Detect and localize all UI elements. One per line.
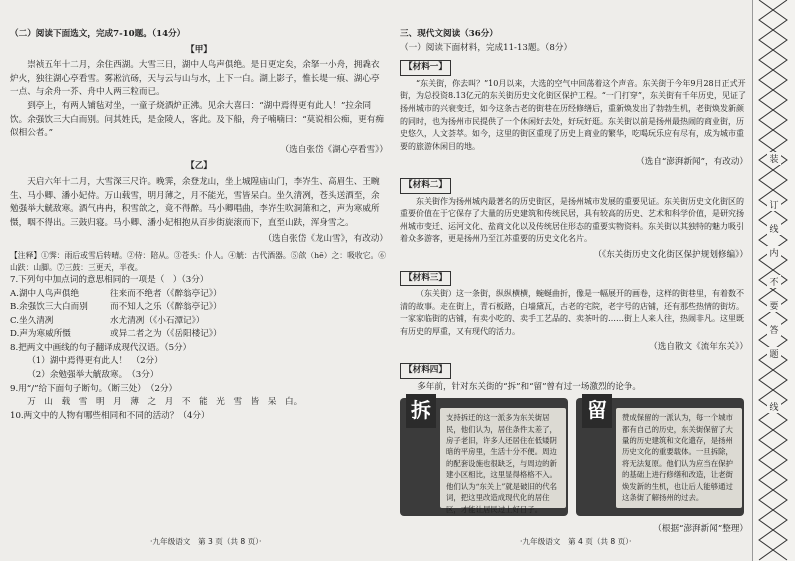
- liu-badge: 留: [582, 394, 612, 428]
- liu-panel: [576, 398, 744, 516]
- q7-options: [10, 288, 388, 342]
- binding-char: 线: [767, 222, 781, 235]
- liu-text: 赞成保留的一派认为，每一个城市都有自己的历史，东关街保留了大量的历史建筑和文化遗存，是扬州历史文化的重要载体。一旦拆除，将无法复原。他们认为应当在保护的基础上进行修缮和改造，让老街焕发新的生机，也让后人能够通过这条街了解扬州的过去。: [616, 408, 742, 508]
- passage-jia-source: （选自张岱《湖心亭看雪》）: [280, 144, 388, 155]
- material-4-label: 【材料四】: [400, 363, 451, 379]
- option-row: [10, 328, 388, 342]
- binding-strip: [752, 0, 795, 561]
- binding-char: 答: [767, 323, 781, 336]
- option-row: [10, 288, 388, 302]
- option-row: [10, 315, 388, 329]
- section-title: （二）阅读下面选文，完成7-10题。（14分）: [10, 29, 186, 39]
- option-b-compare: 而不知人之乐（《醉翁亭记》）: [110, 302, 222, 313]
- question-8: 8.把两文中画线的句子翻译成现代汉语。（5分）: [10, 342, 192, 353]
- binding-char: 不: [767, 275, 781, 288]
- chai-text: 支持拆迁的这一派多为东关街居民，他们认为，居住条件太差了，房子老旧，许多人还居住在低矮阴暗的平房里，生活十分不便。周边的配套设施也很缺乏，与周边的新建小区相比，这里显得格格不入。他们认为“东关上”就是破旧的代名词，把这里改造成现代化的居住区，才能让居民过上好日子。: [440, 408, 566, 508]
- binding-char: 题: [767, 347, 781, 360]
- material-2-text: 东关街作为扬州城内最著名的历史街区，是扬州城市发展的重要见证。东关街历史文化街区的重要价值在于它保存了大量的历史建筑和传统民居，具有较高的历史、艺术和科学价值，是研究扬州城市变迁、运河文化、盐商文化以及传统居住形态的重要实物资料。东关街以其独特的魅力吸引着众多游客，更是扬州乃至江苏重要的历史文化名片。: [400, 196, 744, 244]
- section-title: 三、现代文阅读（36分）: [400, 29, 498, 39]
- material-3-source: （选自散文《流年东关》）: [649, 342, 748, 353]
- binding-char: 要: [767, 299, 781, 312]
- sub-title: （一）阅读下面材料，完成11-13题。（8分）: [400, 42, 573, 53]
- material-2-label: 【材料二】: [400, 178, 451, 194]
- option-c: C.坐久清冽: [10, 315, 54, 326]
- passage-jia-paragraph: 到亭上，有两人铺毡对坐，一童子烧酒炉正沸。见余大喜曰：“湖中焉得更有此人！”拉余同饮。余强饮三大白而别。问其姓氏，是金陵人，客此。及下船，舟子喃喃曰：“莫说相公痴，更有痴似相公者。”: [10, 100, 384, 139]
- material-3-text: （东关街）这一条街，纵纵横横，蜿蜒曲折，像是一幅展开的画卷，这样的街巷里，有着数不清的故事。走在街上，青石板路，白墙黛瓦，古老的宅院，老字号的店铺，还有那些热情的街坊。一家家临街的店铺，有卖小吃的、卖手工艺品的、卖茶叶的……街上人来人往，热闹非凡。这里既有历史的厚重，又有现代的活力。: [400, 289, 744, 336]
- chai-panel: [400, 398, 568, 516]
- material-1-source: （选自“澎湃新闻”，有改动）: [636, 157, 748, 168]
- option-a: A.湖中人鸟声俱绝: [10, 288, 80, 299]
- question-9-text: 万 山 载 雪 明 月 薄 之 月 不 能 光 雪 皆 呆 白。: [27, 397, 303, 408]
- question-10: 10.两文中的人物有哪些相同和不同的活动？（4分）: [10, 410, 210, 421]
- material-2-source: （《东关街历史文化街区保护规划修编》）: [593, 249, 748, 260]
- binding-char: 线: [767, 400, 781, 413]
- option-b: B.余强饮三大白而别: [10, 302, 88, 313]
- question-7: 7.下列句中加点词的意思相同的一项是（ ）（3分）: [10, 274, 209, 285]
- binding-char: 订: [767, 198, 781, 211]
- material-1-text: “东关街，你去叫？”10月以来，大选的空气中回荡着这个声音。东关街于今年9月28日正式开街，为总投资8.13亿元的东关街历史文化街区保护工程。“一门打穿”，东关街有千年历史，见证了扬州城市的兴衰变迁，如今这条古老的街巷在历经修缮后，重新焕发出了勃勃生机，老街焕发新颜的同时，也为扬州市民提供了一个休闲好去处，好玩好逛。东关街以前是扬州最热闹的商业街，历史悠久，人文荟萃。如今，这里的街区重现了历史上商业的繁华，吃喝玩乐应有尽有，成为城市重要的旅游休闲目的地。: [400, 78, 746, 151]
- binding-char: 内: [767, 246, 781, 259]
- option-a-compare: 往来而不绝者（《醉翁亭记》）: [110, 288, 222, 299]
- question-8-item: （1）湖中焉得更有此人！ （2分）: [27, 356, 163, 367]
- option-d: D.声为寒威所慑: [10, 329, 71, 340]
- passage-jia-label: 【甲】: [186, 44, 212, 55]
- option-c-compare: 水尤清冽（《小石潭记》）: [110, 315, 205, 326]
- passage-yi-source: （选自张岱《龙山雪》，有改动）: [263, 234, 388, 245]
- passage-yi-label: 【乙】: [186, 161, 212, 172]
- option-row: [10, 301, 388, 315]
- option-d-compare: 或异二者之为（《岳阳楼记》）: [110, 329, 222, 340]
- binding-char: 装: [767, 152, 781, 165]
- page-footer-left: ·九年级语文 第 3 页（共 8 页）·: [150, 537, 262, 546]
- right-page: [400, 28, 748, 540]
- notes: 【注释】①霁：雨后或雪后转晴。②侍：陪从。③苍头：仆人。④觥：古代酒器。⑤欱（hē）之：吸收它。⑥山趺：山脚。⑦三鼓：三更天，半夜。: [10, 250, 387, 272]
- debate-panels: [400, 398, 748, 520]
- panel-source: （根据“澎湃新闻”整理）: [653, 524, 748, 535]
- material-4-text: 多年前，针对东关街的“拆”和“留”曾有过一场激烈的论争。: [417, 381, 642, 392]
- question-9: 9.用“/”给下面句子断句。（断三处） （2分）: [10, 383, 178, 394]
- question-8-item: （2）余勉强举大觥敌寒。 （3分）: [27, 370, 159, 381]
- left-page: [10, 28, 388, 423]
- material-1-label: 【材料一】: [400, 60, 451, 76]
- page-footer-right: ·九年级语文 第 4 页（共 8 页）·: [520, 537, 632, 546]
- material-3-label: 【材料三】: [400, 271, 451, 287]
- chai-badge: 拆: [406, 394, 436, 428]
- passage-yi-paragraph: 天启六年十二月，大雪深三尺许。晚霁，余登龙山，坐上城隍庙山门，李岕生、高眉生、王畹生、马小卿、潘小妃侍。万山载雪，明月薄之，月不能光，雪皆呆白。坐久清冽，苍头送酒至，余勉强举大觥敌寒。酒气冉冉，积雪欱之，竟不得醉。马小卿唱曲，李岕生吹洞箫和之，声为寒威所慑，咽不得出。三鼓归寝。马小卿、潘小妃相抱从百步街旋滚而下，直至山趺，浑身雪之。: [10, 176, 380, 228]
- passage-jia-paragraph: 崇祯五年十二月，余住西湖。大雪三日，湖中人鸟声俱绝。是日更定矣，余拏一小舟，拥毳衣炉火，独往湖心亭看雪。雾凇沆砀，天与云与山与水，上下一白。湖上影子，惟长堤一痕、湖心亭一点、与余舟一芥、舟中人两三粒而已。: [10, 60, 380, 98]
